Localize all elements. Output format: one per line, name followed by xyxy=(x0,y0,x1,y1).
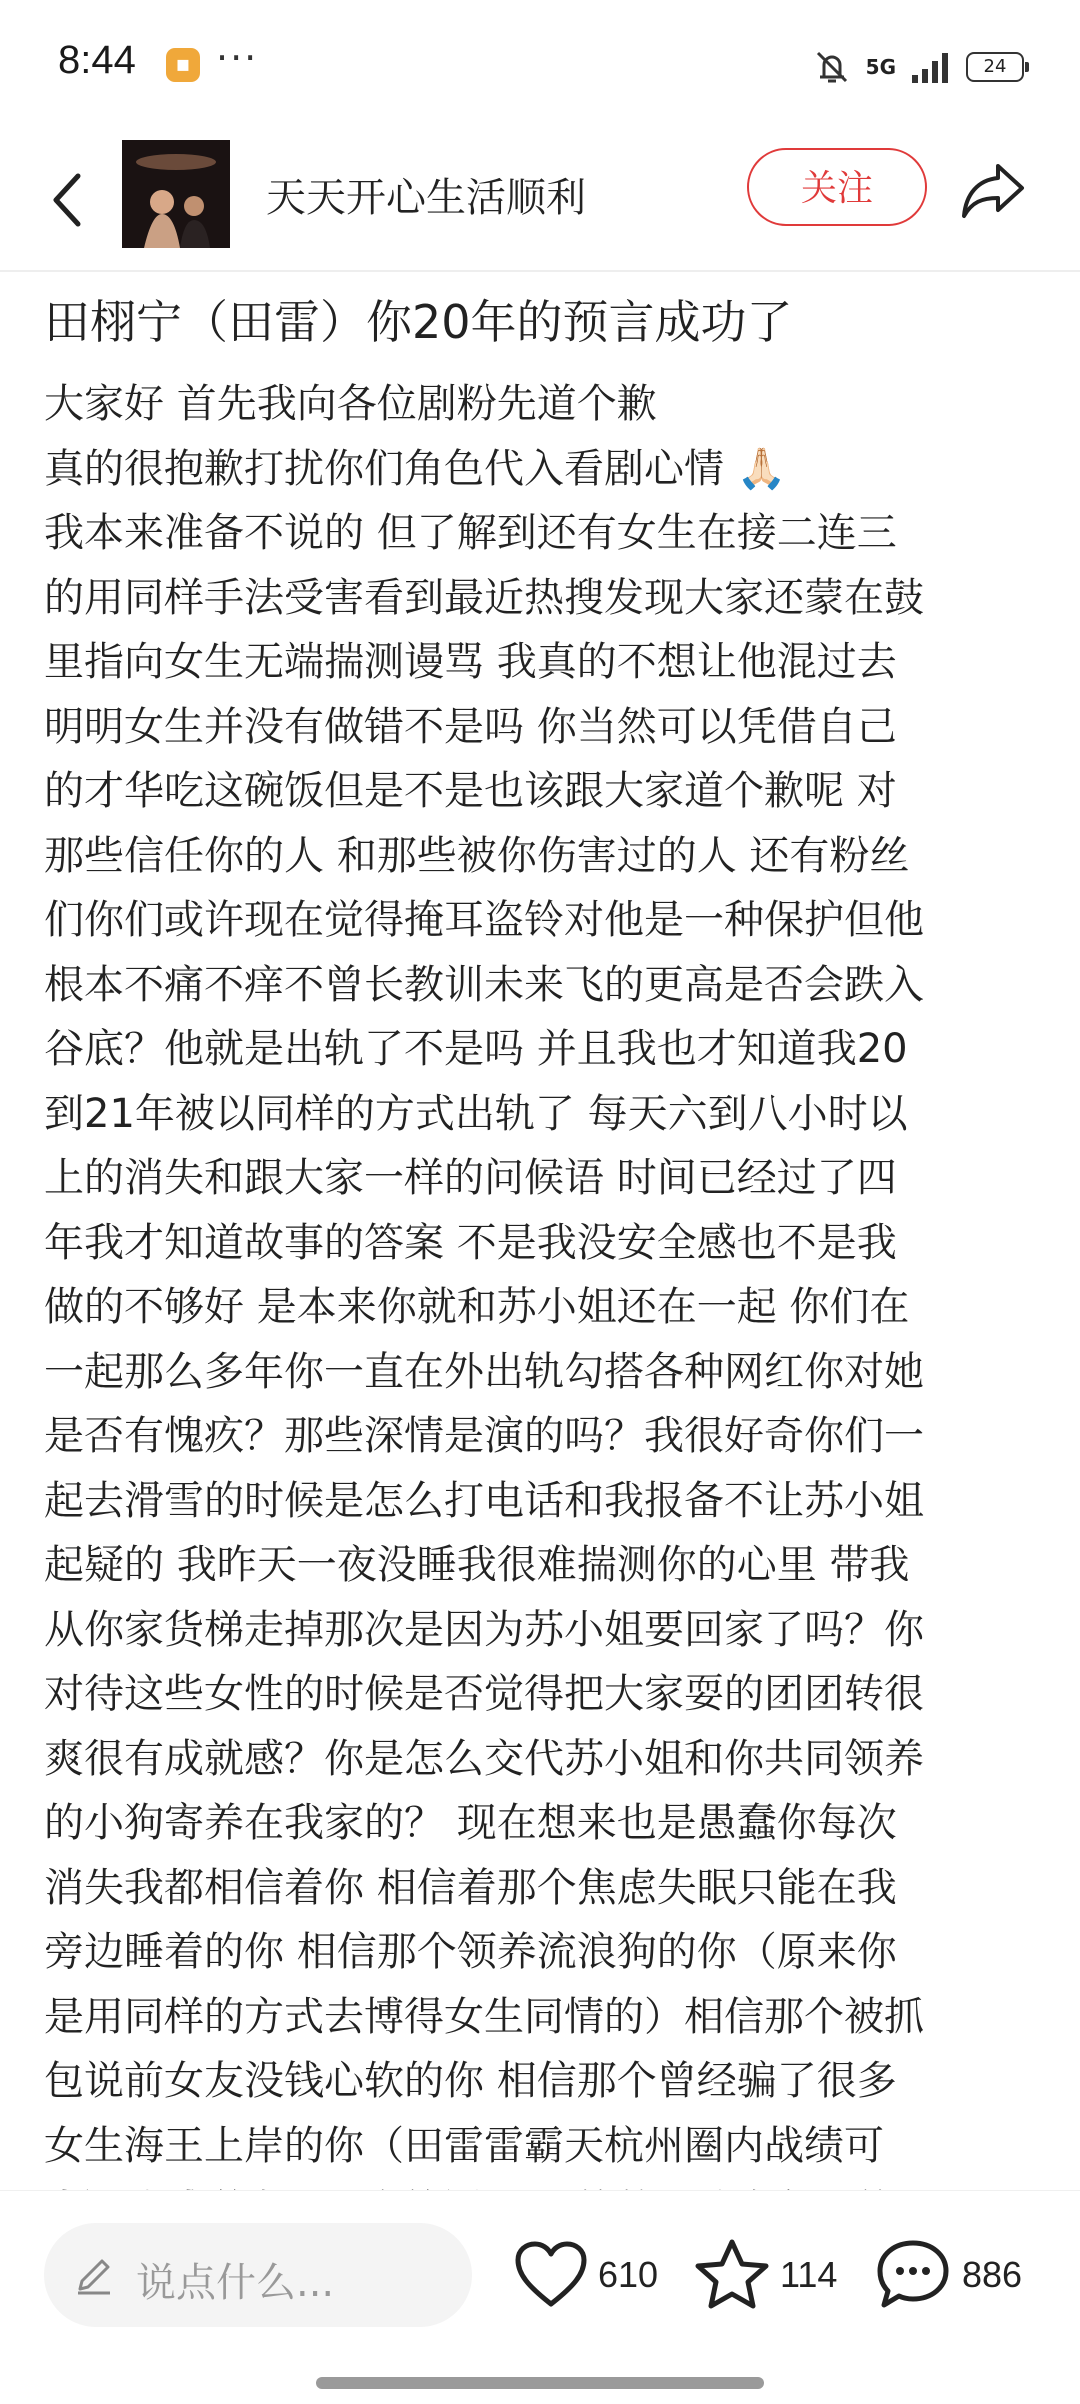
author-username[interactable]: 天天开心生活顺利 xyxy=(266,175,586,221)
status-time: 8:44 xyxy=(58,38,136,82)
body-line: 爽很有成就感？你是怎么交代苏小姐和你共同领养 xyxy=(44,1735,924,1782)
home-indicator[interactable] xyxy=(316,2377,764,2389)
follow-button[interactable]: 关注 xyxy=(747,148,927,226)
comment-button[interactable] xyxy=(874,2237,1022,2313)
mute-icon xyxy=(812,47,852,87)
body-line: 起去滑雪的时候是怎么打电话和我报备不让苏小姐 xyxy=(44,1477,924,1524)
comment-count: 886 xyxy=(962,2254,1023,2295)
network-indicator xyxy=(866,57,896,77)
body-line: 那些信任你的人 和那些被你伤害过的人 还有粉丝 xyxy=(44,832,910,879)
status-bar xyxy=(0,0,1080,130)
star-icon xyxy=(694,2238,770,2312)
body-line: 消失我都相信着你 相信着那个焦虑失眠只能在我 xyxy=(44,1864,897,1911)
body-line: 是用同样的方式去博得女生同情的）相信那个被抓 xyxy=(44,1993,924,2040)
body-line: 女生海王上岸的你（田雷雷霸天杭州圈内战绩可 xyxy=(44,2122,884,2169)
body-line: 的用同样手法受害看到最近热搜发现大家还蒙在鼓 xyxy=(44,574,924,621)
comment-input[interactable] xyxy=(44,2223,472,2327)
body-line: 里指向女生无端揣测谩骂 我真的不想让他混过去 xyxy=(44,639,897,685)
body-line: 从你家货梯走掉那次是因为苏小姐要回家了吗？你 xyxy=(44,1606,924,1653)
body-line: 大家好 首先我向各位剧粉先道个歉 xyxy=(44,381,657,427)
body-line: 明明女生并没有做错不是吗 你当然可以凭借自己 xyxy=(44,703,897,750)
more-notifications-icon: ··· xyxy=(216,36,259,80)
body-line: 们你们或许现在觉得掩耳盗铃对他是一种保护但他 xyxy=(44,897,924,943)
avatar-image xyxy=(122,140,230,248)
post-title: 田栩宁（田雷）你20年的预言成功了 xyxy=(44,295,793,349)
favorite-button[interactable] xyxy=(694,2237,837,2313)
back-arrow-icon[interactable] xyxy=(38,160,98,240)
post-body xyxy=(44,372,1044,2187)
status-icons xyxy=(812,42,1024,92)
bottom-action-bar xyxy=(0,2190,1080,2404)
author-avatar[interactable] xyxy=(122,140,230,248)
post-header xyxy=(0,130,1080,272)
body-line: 谷底？他就是出轨了不是吗 并且我也才知道我20 xyxy=(44,1026,908,1072)
like-button[interactable] xyxy=(514,2237,658,2313)
favorite-count: 114 xyxy=(780,2254,838,2295)
notification-app-icon: ▪ xyxy=(166,48,200,82)
heart-icon xyxy=(514,2240,588,2310)
body-line: 我本来准备不说的 但了解到还有女生在接二连三 xyxy=(44,510,897,556)
pencil-icon xyxy=(72,2253,116,2297)
body-line: 真的很抱歉打扰你们角色代入看剧心情 🙏🏻 xyxy=(44,445,787,492)
body-line: 是否有愧疚？那些深情是演的吗？我很好奇你们一 xyxy=(44,1413,924,1459)
body-line: 的小狗寄养在我家的？ 现在想来也是愚蠢你每次 xyxy=(44,1800,897,1846)
network-type: 5G xyxy=(865,55,896,79)
body-line: 起疑的 我昨天一夜没睡我很难揣测你的心里 带我 xyxy=(44,1542,910,1588)
comment-placeholder: 说点什么... xyxy=(136,2260,335,2306)
like-count: 610 xyxy=(598,2254,659,2295)
body-line: 年我才知道故事的答案 不是我没安全感也不是我 xyxy=(44,1219,897,1266)
signal-icon xyxy=(910,49,952,85)
chat-bubble-icon xyxy=(874,2237,952,2313)
share-icon[interactable] xyxy=(958,158,1028,222)
body-line: 一起那么多年你一直在外出轨勾搭各种网红你对她 xyxy=(44,1348,924,1395)
body-line: 对待这些女性的时候是否觉得把大家耍的团团转很 xyxy=(44,1671,924,1717)
body-line: 做的不够好 是本来你就和苏小姐还在一起 你们在 xyxy=(44,1284,910,1330)
body-line: 根本不痛不痒不曾长教训未来飞的更高是否会跌入 xyxy=(44,961,924,1008)
body-line: 到21年被以同样的方式出轨了 每天六到八小时以 xyxy=(44,1090,908,1137)
body-line: 包说前女友没钱心软的你 相信那个曾经骗了很多 xyxy=(44,2058,897,2104)
battery-icon: 24 xyxy=(966,52,1024,82)
body-line: 上的消失和跟大家一样的问候语 时间已经过了四 xyxy=(44,1155,897,1201)
body-line: 旁边睡着的你 相信那个领养流浪狗的你（原来你 xyxy=(44,1929,897,1975)
body-line: 的才华吃这碗饭但是不是也该跟大家道个歉呢 对 xyxy=(44,768,897,814)
